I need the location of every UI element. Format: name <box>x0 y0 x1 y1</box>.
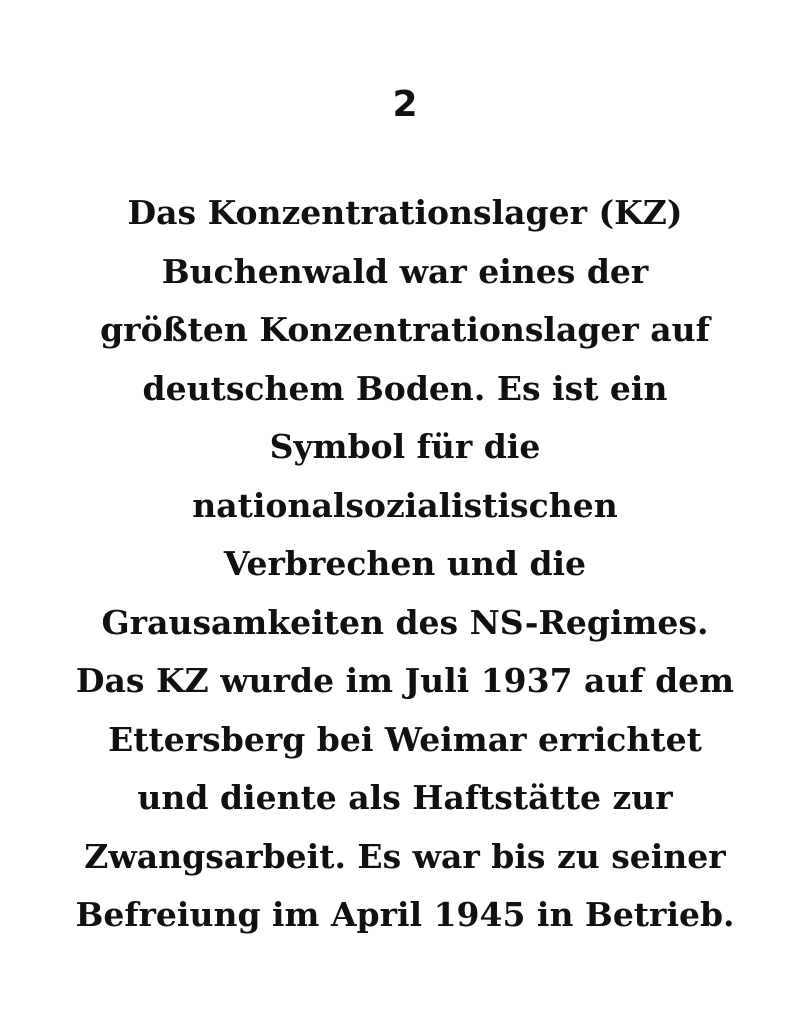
page-number: 2 <box>392 84 418 125</box>
text-line: und diente als Haftstätte zur <box>137 778 673 817</box>
text-line: Symbol für die <box>269 427 541 466</box>
text-line: Grausamkeiten des NS-Regimes. <box>101 602 709 642</box>
body-paragraph <box>60 184 750 945</box>
text-line: Das Konzentrationslager (KZ) <box>127 193 683 232</box>
text-line: Ettersberg bei Weimar errichtet <box>108 719 702 759</box>
text-line: größten Konzentrationslager auf <box>100 310 710 349</box>
text-line: Buchenwald war eines der <box>161 251 649 291</box>
text-line: Verbrechen und die <box>223 544 587 583</box>
text-line: Zwangsarbeit. Es war bis zu seiner <box>84 836 726 876</box>
text-line: Das KZ wurde im Juli 1937 auf dem <box>75 661 735 700</box>
text-line: deutschem Boden. Es ist ein <box>142 368 668 408</box>
text-line: Befreiung im April 1945 in Betrieb. <box>75 895 735 934</box>
text-line: nationalsozialistischen <box>192 485 618 525</box>
